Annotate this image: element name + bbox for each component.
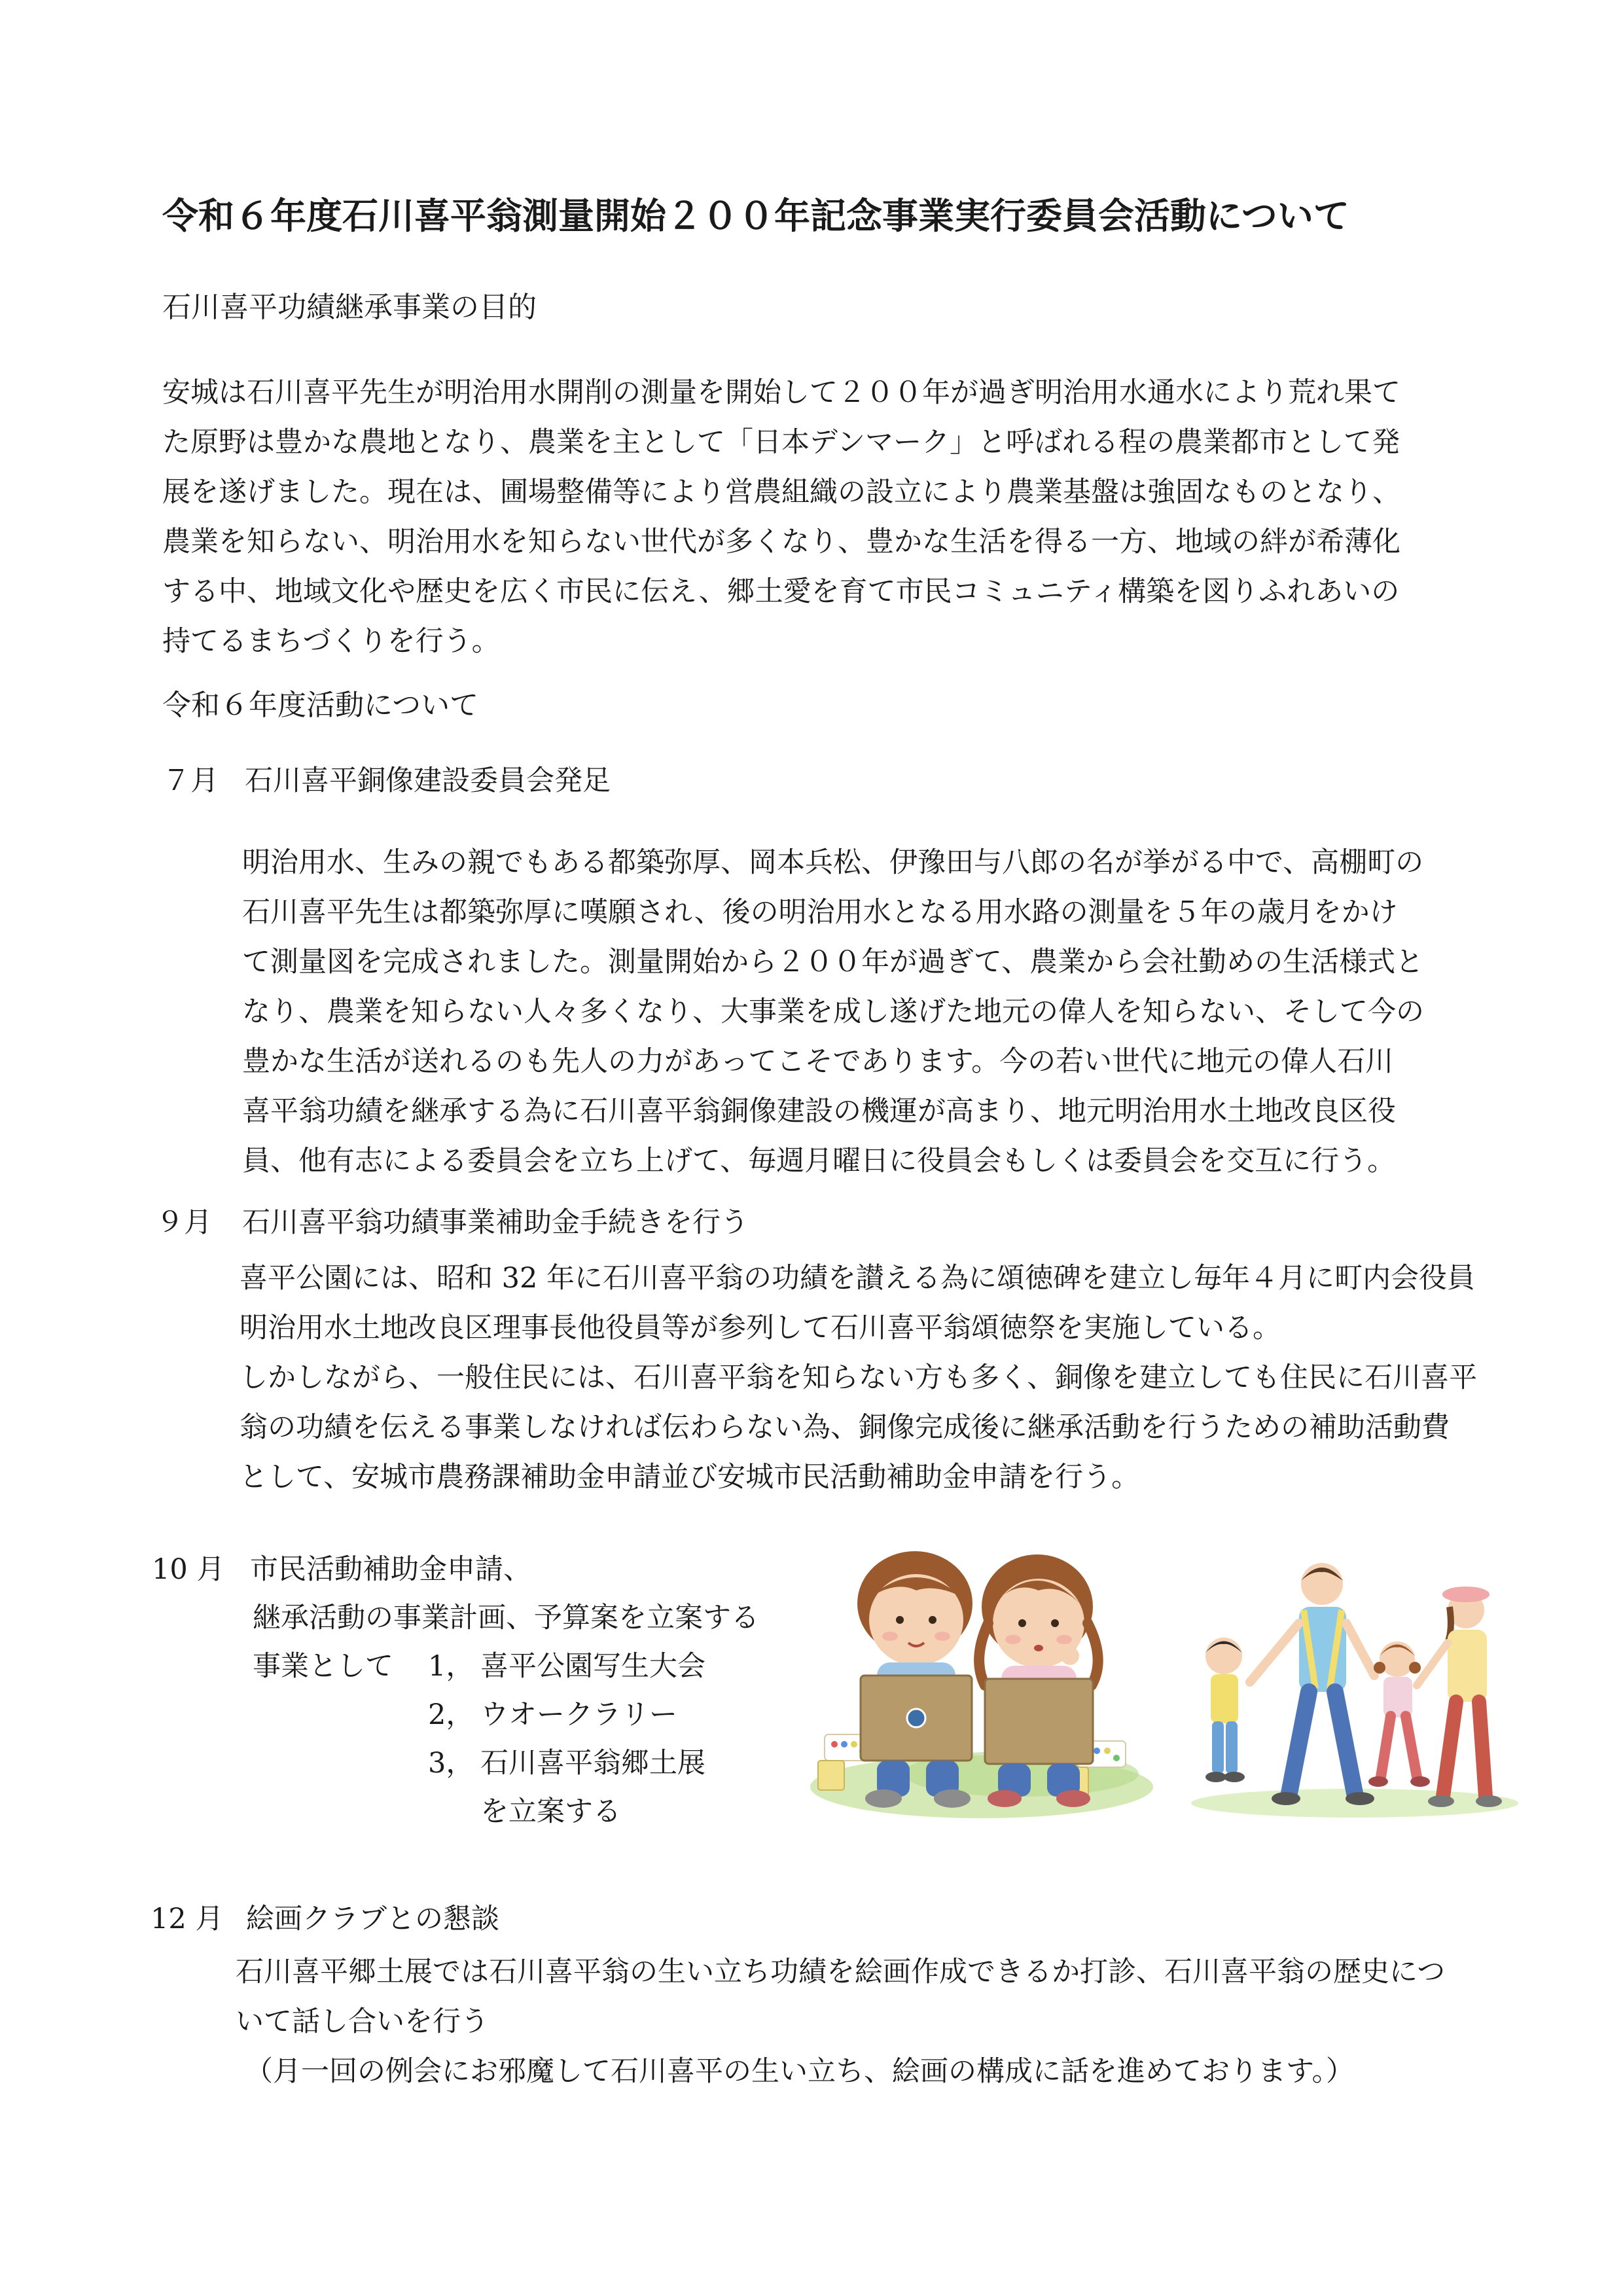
- month-label: ７月: [162, 764, 219, 797]
- item-number: 1，: [428, 1650, 474, 1683]
- item-text: 石川喜平翁郷土展: [480, 1747, 705, 1780]
- family-walking-scene: [1191, 1563, 1518, 1818]
- purpose-line: 安城は石川喜平先生が明治用水開削の測量を開始して２００年が過ぎ明治用水通水により荒れ果て: [162, 376, 1400, 409]
- children-family-illustration: [805, 1545, 1518, 1820]
- september-paragraph: [240, 1253, 1477, 1502]
- october-item-3: [428, 1744, 705, 1783]
- october-item-1: [428, 1647, 705, 1686]
- item-title: 石川喜平翁功績事業補助金手続きを行う: [242, 1206, 749, 1239]
- september-line: しかしながら、一般住民には、石川喜平翁を知らない方も多く、銅像を建立しても住民に石川喜平: [240, 1361, 1478, 1394]
- item-title: 絵画クラブとの懇談: [246, 1903, 499, 1935]
- july-line: て測量図を完成されました。測量開始から２００年が過ぎて、農業から会社勤めの生活様式と: [242, 946, 1424, 978]
- october-closing: を立案する: [480, 1795, 621, 1828]
- july-line: 豊かな生活が送れるのも先人の力があってこそであります。今の若い世代に地元の偉人石川: [242, 1045, 1394, 1078]
- month-label: ９月: [156, 1206, 212, 1239]
- september-line: 翁の功績を伝える事業しなければ伝わらない為、銅像完成後に継承活動を行うための補助活動費: [240, 1411, 1450, 1444]
- september-line: 明治用水土地改良区理事長他役員等が参列して石川喜平翁頌徳祭を実施している。: [240, 1312, 1281, 1344]
- december-line: （月一回の例会にお邪魔して石川喜平の生い立ち、絵画の構成に話を進めております。）: [245, 2055, 1355, 2088]
- item-title: 市民活動補助金申請、: [250, 1553, 531, 1586]
- october-line2: 継承活動の事業計画、予算案を立案する: [253, 1602, 759, 1634]
- july-line: 員、他有志による委員会を立ち上げて、毎週月曜日に役員会もしくは委員会を交互に行う。: [242, 1145, 1396, 1177]
- september-line: として、安城市農務課補助金申請並び安城市民活動補助金申請を行う。: [240, 1461, 1140, 1494]
- july-line: 喜平翁功績を継承する為に石川喜平翁銅像建設の機運が高まり、地元明治用水土地改良区役: [242, 1095, 1396, 1128]
- month-label: 12 月: [151, 1903, 224, 1935]
- purpose-paragraph: [162, 368, 1400, 666]
- purpose-line: 持てるまちづくりを行う。: [162, 625, 500, 658]
- july-line: 石川喜平先生は都築弥厚に嘆願され、後の明治用水となる用水路の測量を５年の歳月をかけ: [242, 896, 1398, 929]
- item-number: 2，: [428, 1698, 474, 1731]
- children-drawing-scene: [810, 1551, 1153, 1818]
- december-paragraph: [236, 1947, 1445, 2096]
- purpose-line: 農業を知らない、明治用水を知らない世代が多くなり、豊かな生活を得る一方、地域の絆が希薄化: [162, 526, 1400, 558]
- drawing-board: [985, 1679, 1093, 1764]
- activities-heading: 令和６年度活動について: [162, 689, 479, 722]
- water-cup: [818, 1761, 844, 1790]
- item-text: ウオークラリー: [480, 1698, 677, 1731]
- purpose-line: 展を遂げました。現在は、圃場整備等により営農組織の設立により農業基盤は強固なものとなり、: [162, 476, 1400, 509]
- july-line: 明治用水、生みの親でもある都築弥厚、岡本兵松、伊豫田与八郎の名が挙がる中で、高棚町の: [242, 846, 1424, 879]
- purpose-heading: 石川喜平功績継承事業の目的: [162, 291, 537, 324]
- october-items-label: 事業として: [253, 1650, 393, 1683]
- july-line: なり、農業を知らない人々多くなり、大事業を成し遂げた地元の偉人を知らない、そして今の: [242, 996, 1424, 1028]
- july-paragraph: [242, 838, 1424, 1186]
- september-line: 喜平公園には、昭和 32 年に石川喜平翁の功績を讃える為に頌徳碑を建立し毎年４月に町内会役員: [240, 1262, 1476, 1295]
- month-label: 10 月: [152, 1553, 225, 1586]
- october-item-2: [428, 1695, 677, 1734]
- september-heading: [156, 1203, 749, 1242]
- december-line: 石川喜平郷土展では石川喜平翁の生い立ち功績を絵画作成できるか打診、石川喜平翁の歴史につ: [236, 1956, 1446, 1988]
- purpose-line: する中、地域文化や歴史を広く市民に伝え、郷土愛を育て市民コミュニティ構築を図りふれあいの: [162, 575, 1400, 608]
- item-text: 喜平公園写生大会: [480, 1650, 705, 1683]
- october-heading: [152, 1550, 531, 1589]
- page-title: 令和６年度石川喜平翁測量開始２００年記念事業実行委員会活動について: [162, 195, 1349, 237]
- item-number: 3，: [428, 1747, 474, 1780]
- december-line: いて話し合いを行う: [236, 2005, 489, 2038]
- july-heading: [162, 761, 611, 800]
- item-title: 石川喜平銅像建設委員会発足: [245, 764, 611, 797]
- december-heading: [151, 1899, 499, 1939]
- purpose-line: た原野は豊かな農地となり、農業を主として「日本デンマーク」と呼ばれる程の農業都市として発: [162, 426, 1400, 459]
